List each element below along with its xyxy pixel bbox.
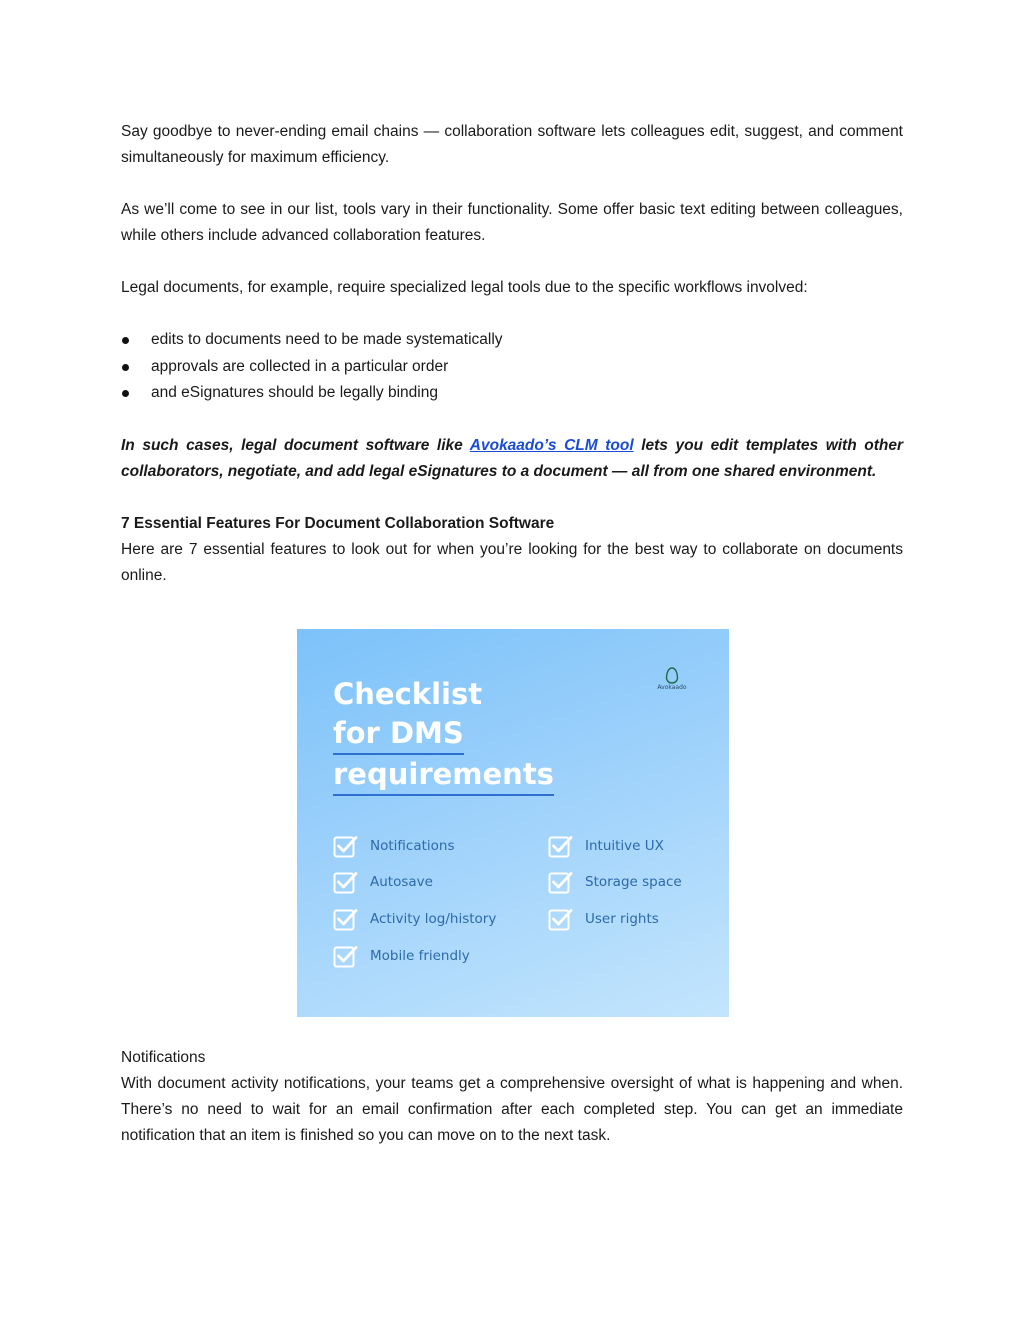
checkbox-checked-icon (333, 870, 359, 894)
list-item-text: and eSignatures should be legally binding (151, 384, 438, 401)
checklist-item (333, 906, 496, 932)
checklist-item (333, 869, 433, 895)
bullet-dot-icon (122, 390, 129, 397)
checkbox-checked-icon (548, 870, 574, 894)
logo-text: Avokaado (657, 683, 687, 691)
list-item (121, 380, 903, 407)
workflow-bullet-list (121, 327, 903, 407)
list-item-text: approvals are collected in a particular order (151, 357, 449, 375)
section-heading: 7 Essential Features For Document Collaboration Software (121, 514, 555, 532)
checkbox-checked-icon (333, 944, 359, 968)
figure-title-line: Checklist (333, 676, 483, 711)
checklist-item-label: Intuitive UX (585, 837, 664, 854)
tools-vary-paragraph: As we’ll come to see in our list, tools vary in their functionality. Some offer basic text editing between colleagues, while others include advanced collaboration features. (121, 201, 903, 244)
checklist-item (333, 943, 470, 969)
checklist-item (548, 869, 682, 895)
figure-title-line: requirements (333, 755, 554, 796)
bullet-dot-icon (122, 364, 129, 371)
legal-documents-paragraph: Legal documents, for example, require specialized legal tools due to the specific workflows involved: (121, 279, 808, 296)
checklist-item-label: Notifications (370, 837, 455, 854)
checklist-item-label: Autosave (370, 873, 433, 890)
intro-paragraph: Say goodbye to never-ending email chains — collaboration software lets colleagues edit, suggest, and comment simultaneously for maximum efficiency. (121, 123, 903, 166)
avokaado-clm-link[interactable]: Avokaado’s CLM tool (469, 436, 634, 454)
checklist-item-label: Storage space (585, 873, 682, 890)
callout-text-before: In such cases, legal document software like (121, 436, 470, 454)
document-page (121, 119, 903, 1149)
list-item (121, 354, 903, 381)
list-item-text: edits to documents need to be made systematically (151, 331, 503, 348)
figure-title (333, 675, 554, 796)
dms-checklist-figure (297, 629, 729, 1017)
figure-title-line: for DMS (333, 714, 464, 755)
callout-text-after: lets you edit templates with other collaborators, negotiate, and add legal eSignatures to a document — all from one shared environment. (121, 436, 904, 480)
section-intro-paragraph: Here are 7 essential features to look out for when you’re looking for the best way to collaborate on documents online. (121, 540, 903, 584)
list-item (121, 327, 903, 354)
figure-container (121, 629, 903, 1017)
checklist-item-label: Mobile friendly (370, 947, 470, 964)
notifications-paragraph: With document activity notifications, your teams get a comprehensive oversight of what is happening and when. There’s no need to wait for an email confirmation after each completed step. You can get an immediate notification that an item is finished so you can move on to the next task. (121, 1074, 903, 1144)
checklist-item-label: User rights (585, 910, 659, 927)
checkbox-checked-icon (333, 834, 359, 858)
clm-callout-paragraph (121, 433, 903, 485)
notifications-heading: Notifications (121, 1048, 206, 1066)
checklist-item-label: Activity log/history (370, 910, 497, 927)
checklist-item (548, 833, 664, 859)
avokaado-egg-logo-icon (665, 667, 679, 684)
checklist-item (548, 906, 659, 932)
checklist-item (333, 833, 455, 859)
bullet-dot-icon (122, 337, 129, 344)
checkbox-checked-icon (548, 907, 574, 931)
checkbox-checked-icon (548, 834, 574, 858)
avokaado-logo (655, 667, 689, 692)
checkbox-checked-icon (333, 907, 359, 931)
